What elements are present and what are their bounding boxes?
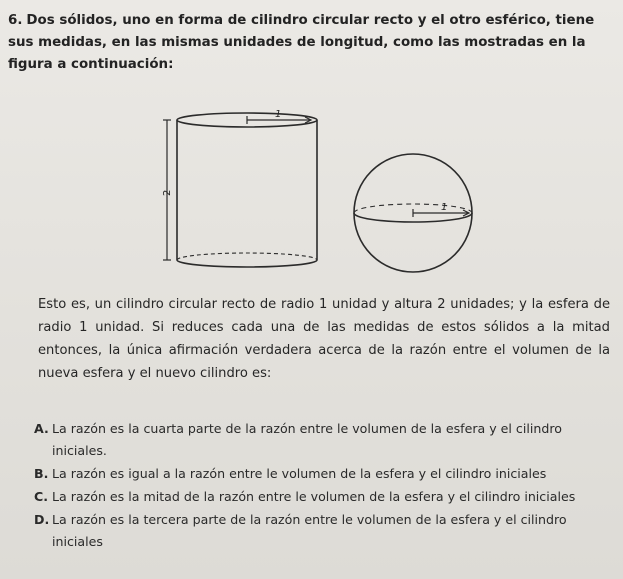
option-c[interactable] (34, 486, 614, 508)
option-a[interactable] (34, 418, 614, 462)
cylinder-height-label: 2 (162, 189, 173, 196)
option-b[interactable] (34, 463, 614, 485)
answer-options (34, 418, 614, 554)
problem-description: Esto es, un cilindro circular recto de radio 1 unidad y altura 2 unidades; y la esfera de radio 1 unidad. Si reduces cada una de las medidas de estos sólidos a la mitad entonces, la única afirmación verdadera acerca de la razón entre el volumen de la nueva esfera y el nuevo cilindro es: (38, 297, 610, 381)
sphere-radius-label: 1 (441, 202, 448, 213)
question-statement: Dos sólidos, uno en forma de cilindro circular recto y el otro esférico, tiene sus medidas, en las mismas unidades de longitud, como las mostradas en la figura a continuación: (8, 13, 595, 72)
option-letter: D. (34, 512, 50, 527)
option-text: La razón es la mitad de la razón entre le volumen de la esfera y el cilindro iniciales (52, 489, 576, 504)
option-d[interactable] (34, 509, 614, 553)
option-letter: C. (34, 489, 49, 504)
sphere-drawing (354, 154, 472, 272)
option-letter: B. (34, 466, 49, 481)
cylinder-radius-label: 1 (275, 109, 282, 120)
option-letter: A. (34, 421, 49, 436)
question-header (8, 10, 613, 76)
solids-figure (160, 108, 490, 278)
option-text: La razón es la tercera parte de la razón entre le volumen de la esfera y el cilindro iniciales (52, 512, 567, 549)
cylinder-drawing (163, 113, 317, 267)
option-text: La razón es igual a la razón entre le volumen de la esfera y el cilindro iniciales (52, 466, 547, 481)
option-text: La razón es la cuarta parte de la razón entre le volumen de la esfera y el cilindro iniciales. (52, 421, 562, 458)
question-number: 6. (8, 13, 23, 28)
